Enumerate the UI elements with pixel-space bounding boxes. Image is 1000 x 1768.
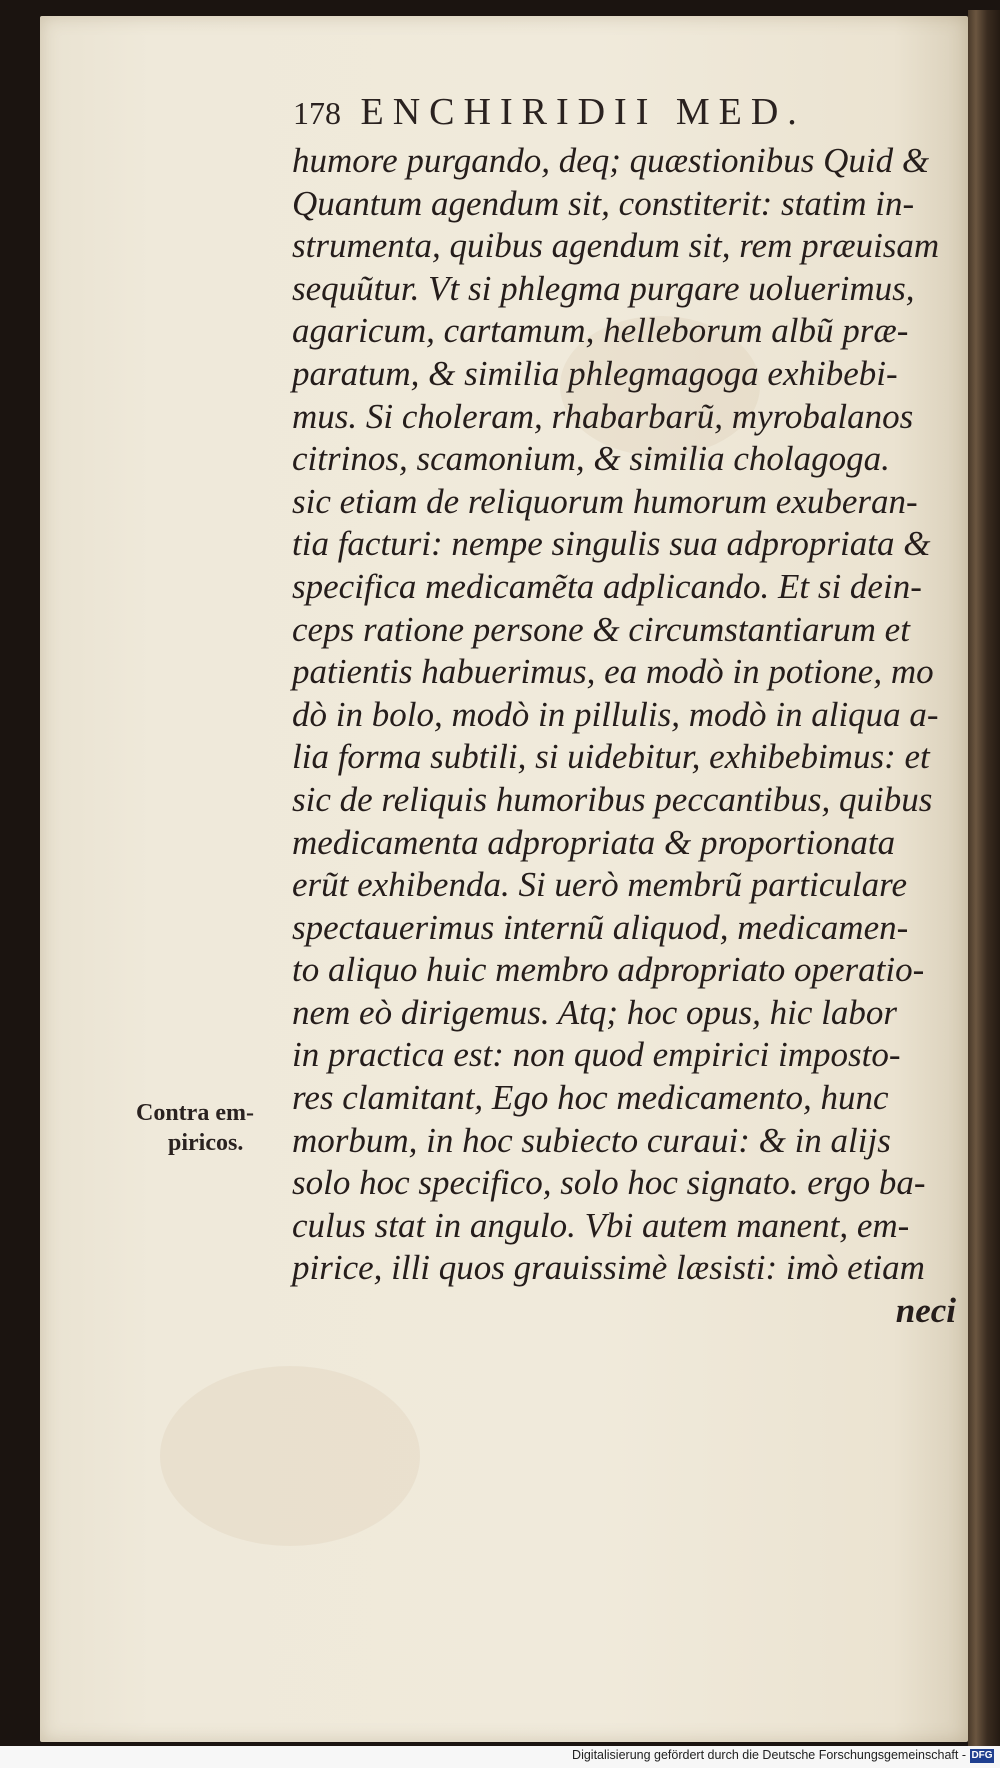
book-fore-edge [968,10,1000,1746]
text-line: sic etiam de reliquorum humorum exuberan- [292,481,918,521]
text-line: sic de reliquis humoribus peccantibus, quibus [292,779,933,819]
text-line: dò in bolo, modò in pillulis, modò in aliqua a- [292,694,939,734]
text-line: in practica est: non quod empirici imposto- [292,1035,901,1075]
text-line: res clamitant, Ego hoc medicamento, hunc [292,1078,889,1118]
funding-credit: Digitalisierung gefördert durch die Deutsche Forschungsgemeinschaft - [572,1748,966,1762]
paper-stain [160,1366,420,1546]
marginal-note-line: piricos. [168,1130,244,1156]
marginal-note-line: Contra em- [136,1100,254,1126]
text-line: sequũtur. Vt si phlegma purgare uoluerimus, [292,268,915,308]
running-header [293,90,933,140]
text-line: strumenta, quibus agendum sit, rem præuisam [292,226,940,266]
text-line: medicamenta adpropriata & proportionata [292,822,896,862]
text-line: spectauerimus internũ aliquod, medicamen- [292,907,909,947]
text-line: nem eò dirigemus. Atq; hoc opus, hic labor [292,992,897,1032]
text-line: agaricum, cartamum, helleborum albũ præ- [292,311,909,351]
text-line: morbum, in hoc subiecto curaui: & in alijs [292,1120,891,1160]
text-line: solo hoc specifico, solo hoc signato. ergo ba- [292,1163,926,1203]
catchword: neci [895,1291,956,1331]
text-line: specifica medicamẽta adplicando. Et si dein- [292,566,922,606]
text-line: culus stat in angulo. Vbi autem manent, em- [292,1205,910,1245]
page-number: 178 [293,95,341,131]
text-line: lia forma subtili, si uidebitur, exhibebimus: et [292,737,930,777]
text-line: erũt exhibenda. Si uerò membrũ particulare [292,865,907,905]
text-line: mus. Si choleram, rhabarbarũ, myrobalanos [292,396,914,436]
dfg-logo: DFG [971,1750,993,1761]
text-line: citrinos, scamonium, & similia cholagoga. [292,439,890,479]
text-line: pirice, illi quos grauissimè læsisti: imò etiam [292,1248,925,1288]
digitization-footer [0,1746,1000,1768]
text-line: ceps ratione persone & circumstantiarum et [292,609,910,649]
text-line: paratum, & similia phlegmagoga exhibebi- [292,353,898,393]
text-line: humore purgando, deq; quæstionibus Quid & [292,141,930,180]
text-line: Quantum agendum sit, constiterit: statim in- [292,183,915,223]
body-text [292,140,962,1333]
marginal-note [136,1098,286,1158]
text-line: tia facturi: nempe singulis sua adpropriata & [292,524,931,564]
text-line: patientis habuerimus, ea modò in potione, mo [292,652,934,692]
running-title: ENCHIRIDII MED. [360,91,806,133]
text-line: to aliquo huic membro adpropriato operatio- [292,950,925,990]
